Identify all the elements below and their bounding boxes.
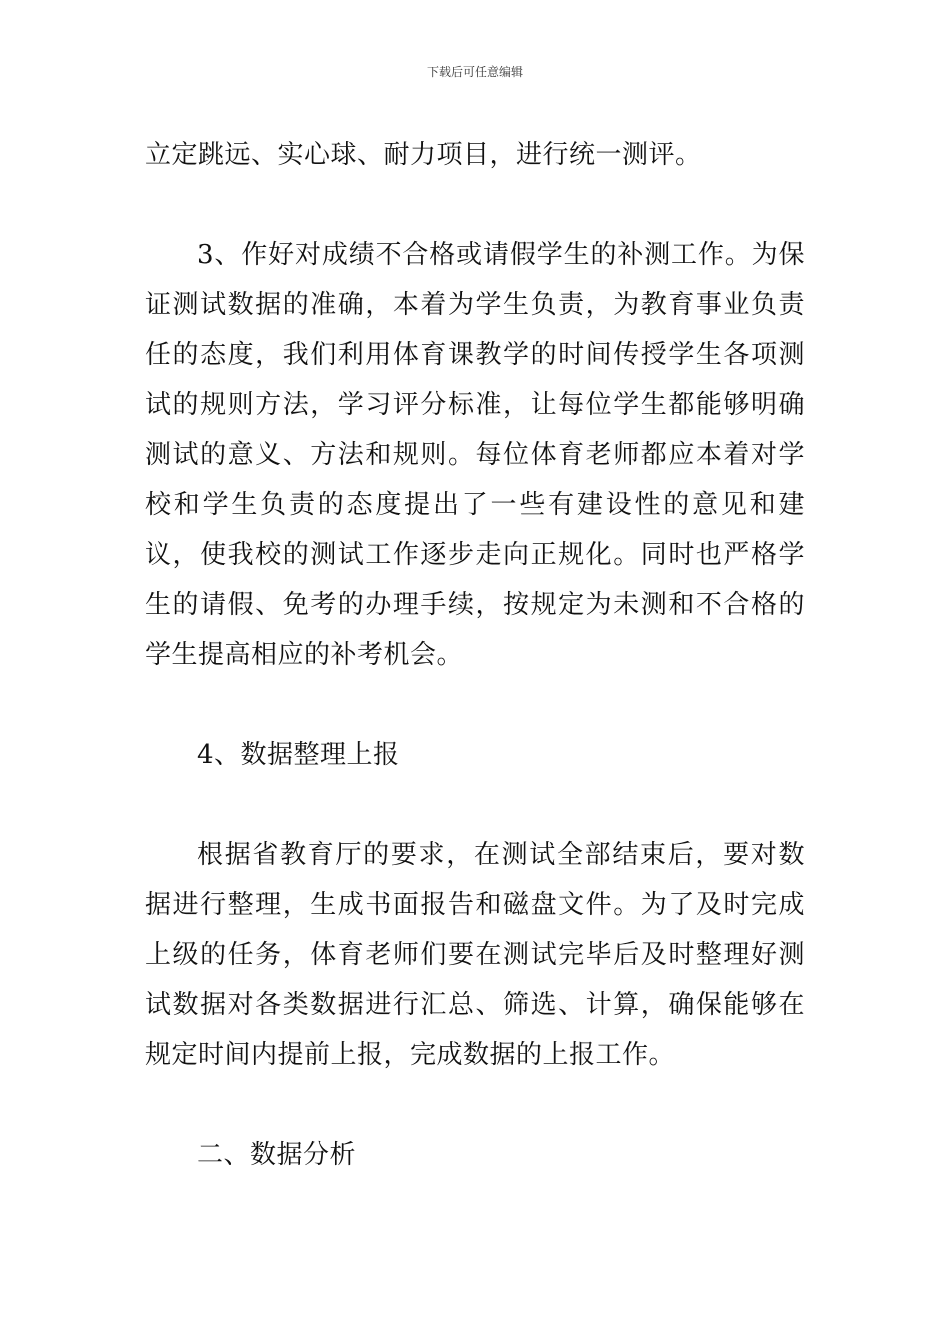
page-header-note: 下载后可任意编辑: [426, 65, 523, 79]
paragraph-gap: [145, 1080, 805, 1130]
paragraph-gap: [145, 780, 805, 830]
paragraph-continuation: 立定跳远、实心球、耐力项目，进行统一测评。: [145, 140, 702, 170]
paragraph-gap: [145, 180, 805, 230]
section-heading-data-analysis: 二、数据分析: [197, 1140, 357, 1170]
paragraph-gap: [145, 680, 805, 730]
paragraph-makeup-test: 3、作好对成绩不合格或请假学生的补测工作。为保证测试数据的准确，本着为学生负责，为教育事业负责任的态度，我们利用体育课教学的时间传授学生各项测试的规则方法，学习评分标准，让每位学生都能够明确测试的意义、方法和规则。每位体育老师都应本着对学校和学生负责的态度提出了一些有建设性的意见和建议，使我校的测试工作逐步走向正规化。同时也严格学生的请假、免考的办理手续，按规定为未测和不合格的学生提高相应的补考机会。: [145, 240, 805, 670]
document-body: [145, 130, 805, 1180]
paragraph-data-report: 根据省教育厅的要求，在测试全部结束后，要对数据进行整理，生成书面报告和磁盘文件。为了及时完成上级的任务，体育老师们要在测试完毕后及时整理好测试数据对各类数据进行汇总、筛选、计算，确保能够在规定时间内提前上报，完成数据的上报工作。: [145, 840, 805, 1070]
section-heading-data-report: 4、数据整理上报: [197, 740, 400, 770]
